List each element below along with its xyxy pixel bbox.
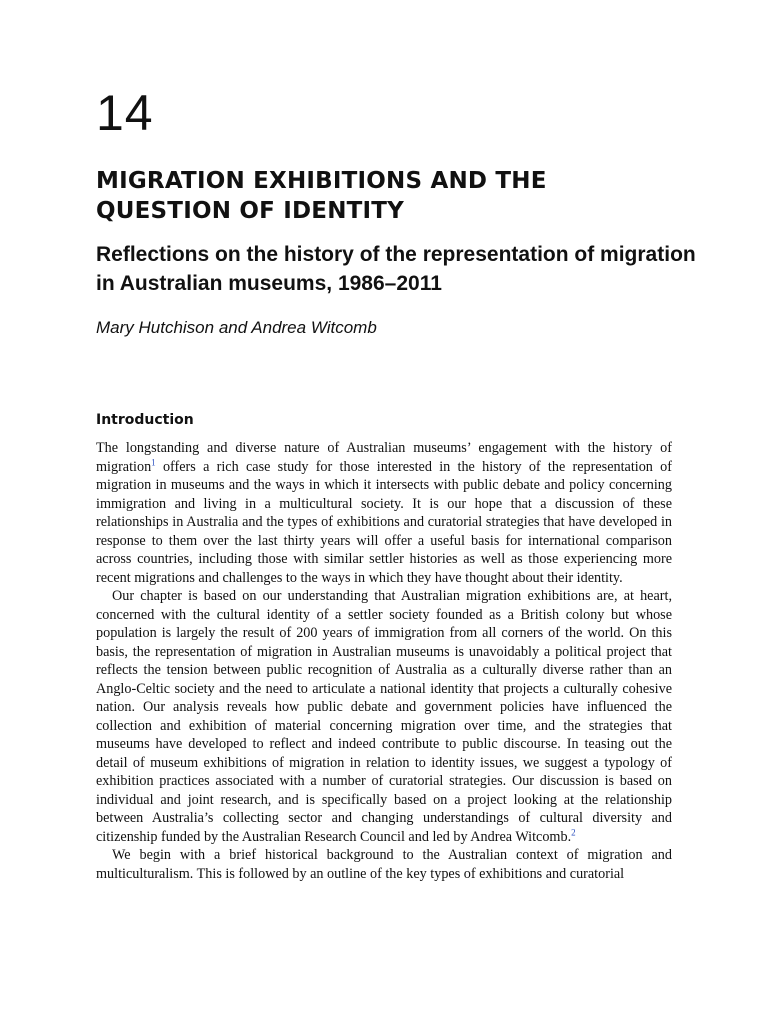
paragraph-2-text: Our chapter is based on our understanding that Australian migration exhibitions are, at heart, concerned with the cultural identity of a settler society founded as a British colony but whose population is largely the result of 200 years of immigration from all corners of the world. On this basis, the representation of migration in Australian museums is unavoidably a political project that reflects the tension between public recognition of Australia as a culturally diverse rather than an Anglo-Celtic society and the need to articulate a national identity that projects a culturally cohesive nation. Our analysis reveals how public debate and government policies have influenced the collection and exhibition of material concerning migration over time, and the strategies that museums have developed to reflect and indeed contribute to public discourse. In teasing out the detail of museum exhibitions of migration in relation to identity issues, we suggest a typology of exhibition practices associated with a number of curatorial strategies. Our discussion is based on individual and joint research, and is specifically based on a project looking at the relationship between Australia’s collecting sector and changing understandings of cultural diversity and citizenship funded by the Australian Research Council and led by Andrea Witcomb. bbox=[96, 588, 672, 845]
chapter-title bbox=[96, 166, 696, 226]
paragraph-3: We begin with a brief historical background to the Australian context of migration and multiculturalism. This is followed by an outline of the key types of exhibitions and curatorial bbox=[96, 847, 672, 882]
chapter-subtitle: Reflections on the history of the representation of migration in Australian museums, 1986–2011 bbox=[96, 243, 696, 295]
paragraph-1-text-start: The longstanding and diverse nature of Australian museums’ engagement with the history of migration bbox=[96, 440, 672, 475]
chapter-authors: Mary Hutchison and Andrea Witcomb bbox=[96, 318, 377, 337]
paragraph-2 bbox=[96, 587, 672, 846]
body-text bbox=[96, 439, 672, 883]
paragraph-1 bbox=[96, 439, 672, 587]
chapter-number: 14 bbox=[96, 85, 154, 141]
section-heading-introduction: Introduction bbox=[96, 412, 194, 428]
footnote-ref-2[interactable]: 2 bbox=[571, 826, 576, 837]
paragraph-1-text-end: offers a rich case study for those interested in the history of the representation of migration in museums and the ways in which it intersects with public debate and policy concerning immigration and living in a multicultural society. It is our hope that a discussion of these relationships in Australia and the types of exhibitions and curatorial strategies that have developed in response to them over the last thirty years will offer a useful basis for international comparison across countries, including those with similar settler histories as well as those experiencing more recent migrations and challenges to the ways in which they have thought about their identity. bbox=[96, 458, 672, 586]
chapter-title-line-1: MIGRATION EXHIBITIONS AND THE bbox=[96, 168, 547, 194]
footnote-ref-1[interactable]: 1 bbox=[151, 456, 156, 467]
chapter-title-line-2: QUESTION OF IDENTITY bbox=[96, 198, 405, 224]
